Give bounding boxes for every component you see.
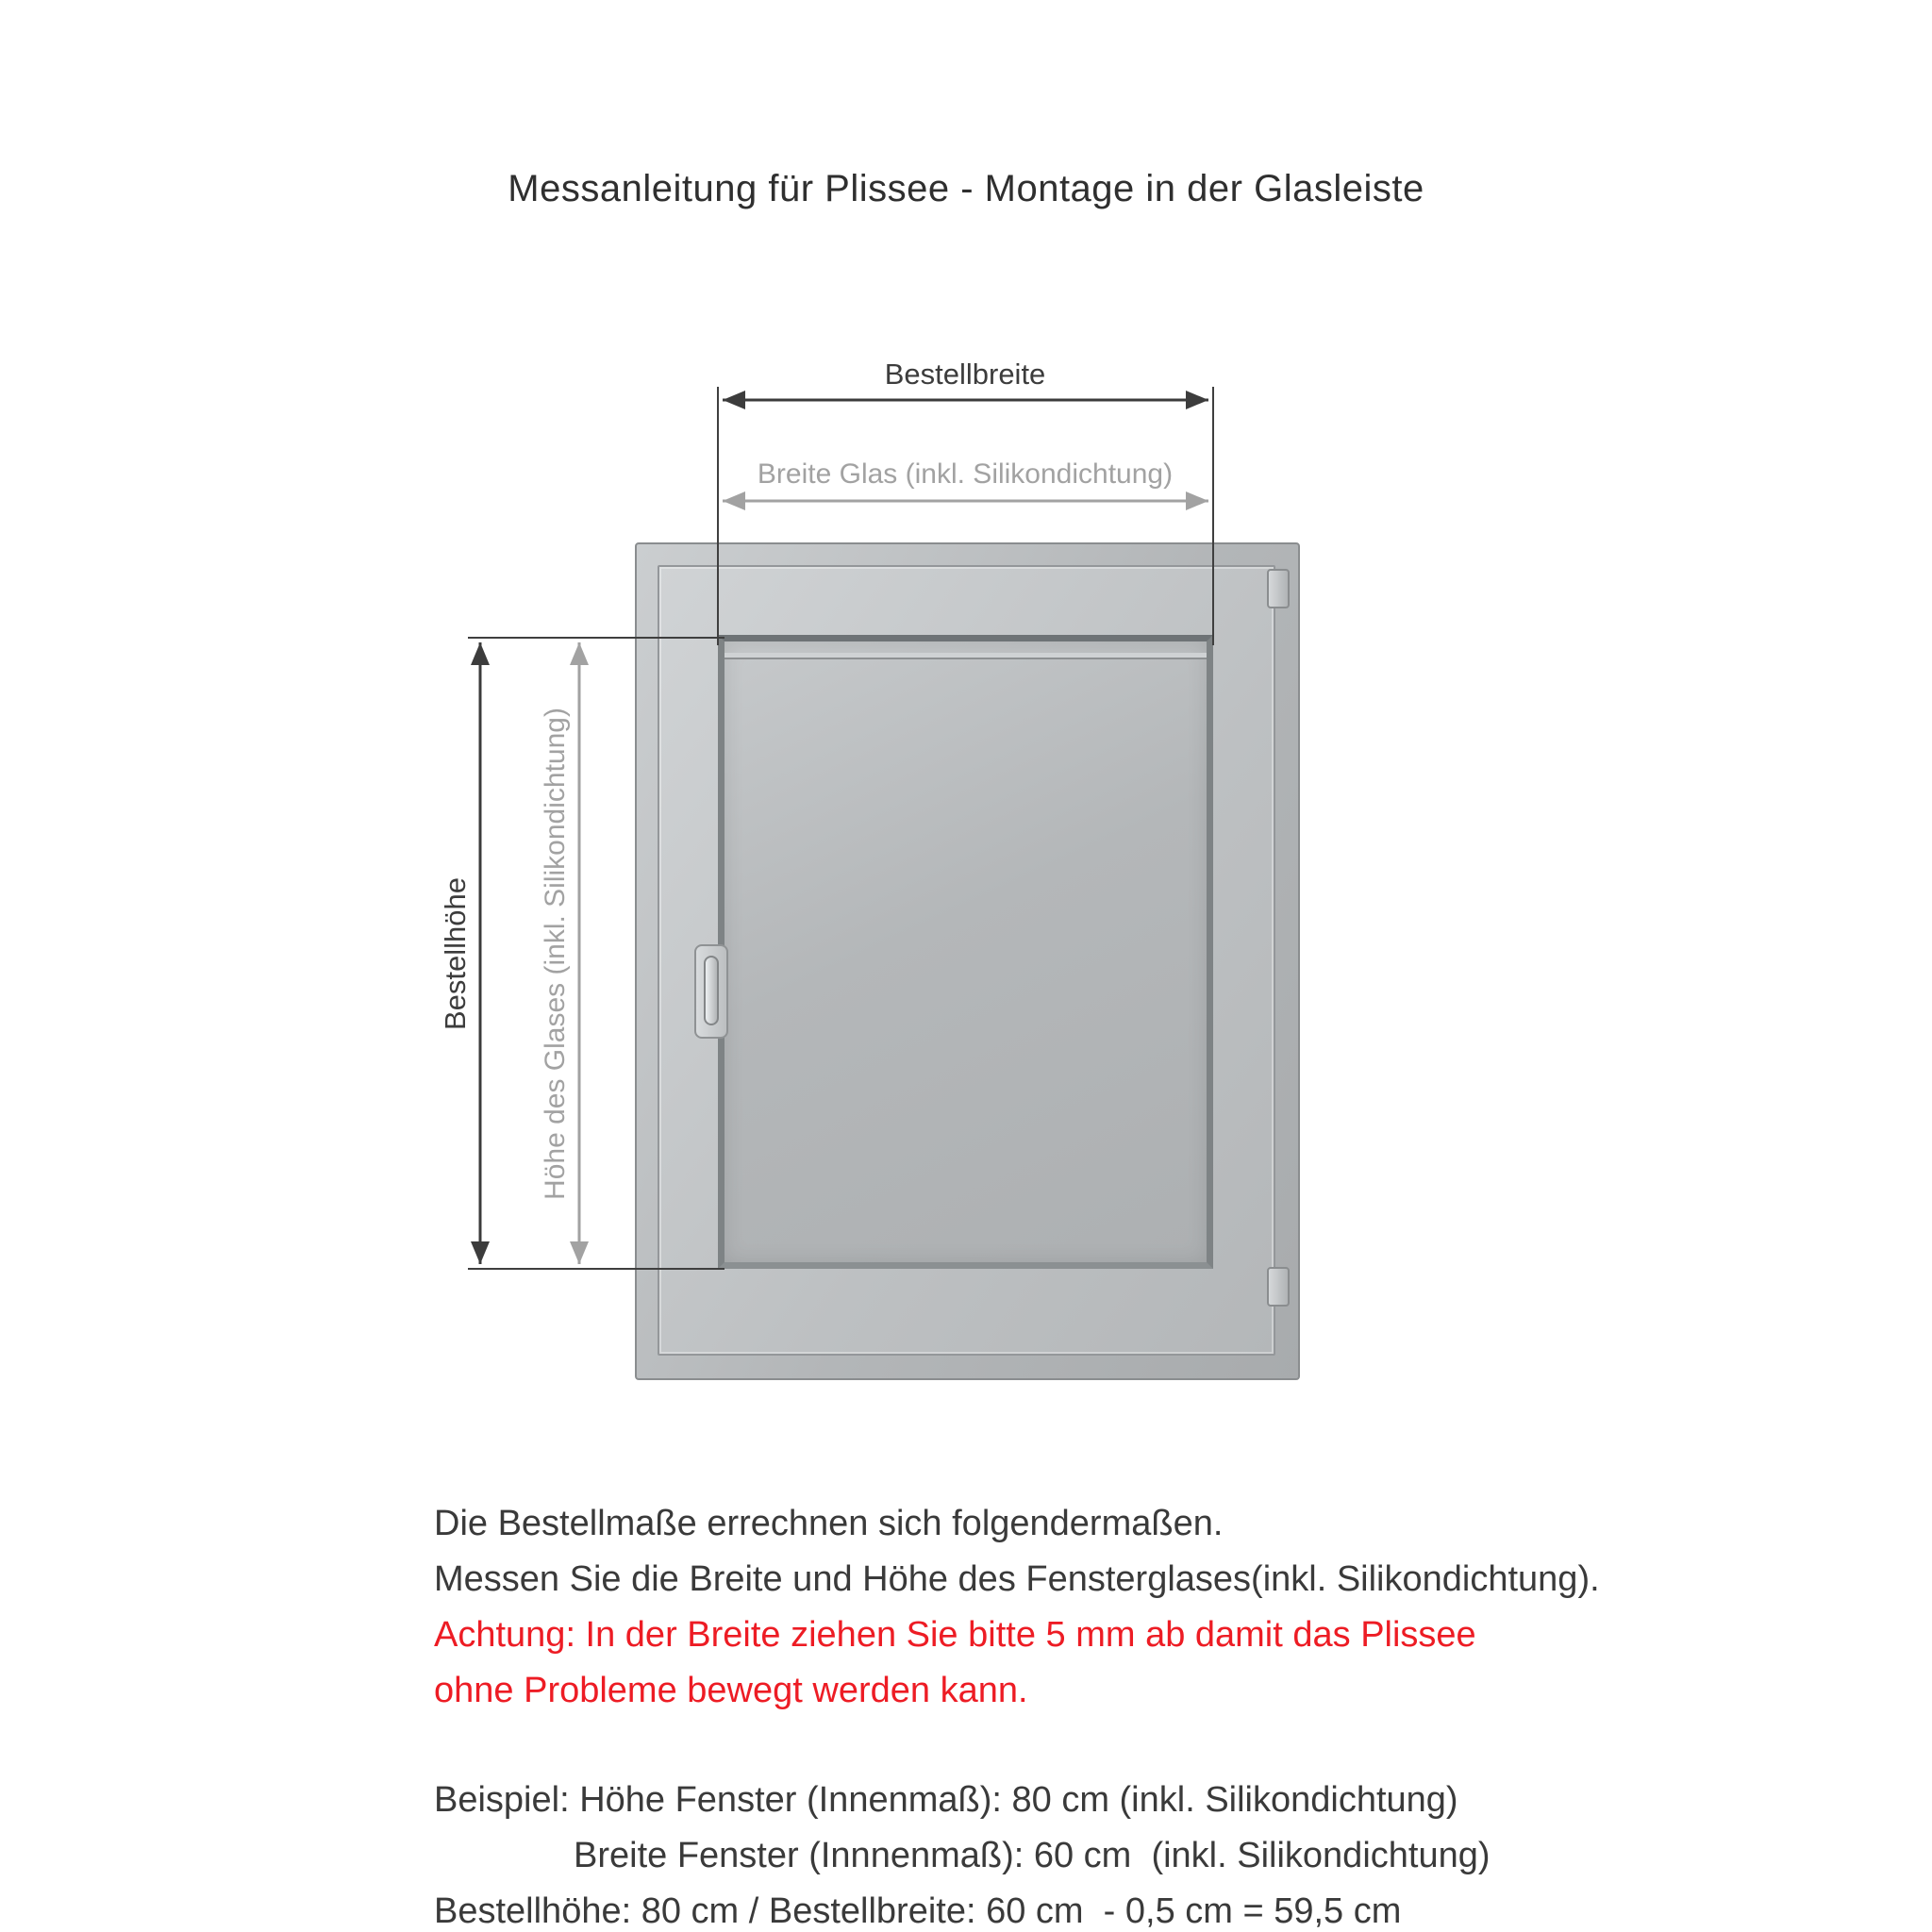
label-glass-height: Höhe des Glases (inkl. Silikondichtung) (540, 708, 571, 1200)
window-handle (694, 944, 728, 1039)
window-glass (718, 635, 1213, 1269)
warning-line-1: Achtung: In der Breite ziehen Sie bitte 5 mm ab damit das Plissee (434, 1615, 1476, 1655)
hinge-bottom-icon (1267, 1267, 1290, 1307)
example-line-2: Breite Fenster (Innnenmaß): 60 cm (inkl. Silikondichtung) (574, 1836, 1491, 1875)
instruction-line-2: Messen Sie die Breite und Höhe des Fensterglases(inkl. Silikondichtung). (434, 1559, 1600, 1599)
hinge-top-icon (1267, 569, 1290, 608)
example-line-3: Bestellhöhe: 80 cm / Bestellbreite: 60 cm - 0,5 cm = 59,5 cm (434, 1891, 1402, 1931)
page-title: Messanleitung für Plissee - Montage in der Glasleiste (508, 168, 1424, 209)
label-order-height: Bestellhöhe (439, 876, 472, 1031)
instruction-line-1: Die Bestellmaße errechnen sich folgendermaßen. (434, 1504, 1224, 1543)
warning-line-2: ohne Probleme bewegt werden kann. (434, 1671, 1028, 1710)
window-sash (658, 565, 1275, 1356)
window-handle-lever (704, 956, 719, 1025)
window-illustration (635, 542, 1300, 1380)
instructions-block (434, 1496, 1774, 1932)
glazing-bead-line (724, 653, 1207, 659)
label-order-width: Bestellbreite (884, 358, 1046, 391)
label-glass-width: Breite Glas (inkl. Silikondichtung) (757, 458, 1174, 490)
example-line-1: Beispiel: Höhe Fenster (Innenmaß): 80 cm (inkl. Silikondichtung) (434, 1780, 1458, 1820)
